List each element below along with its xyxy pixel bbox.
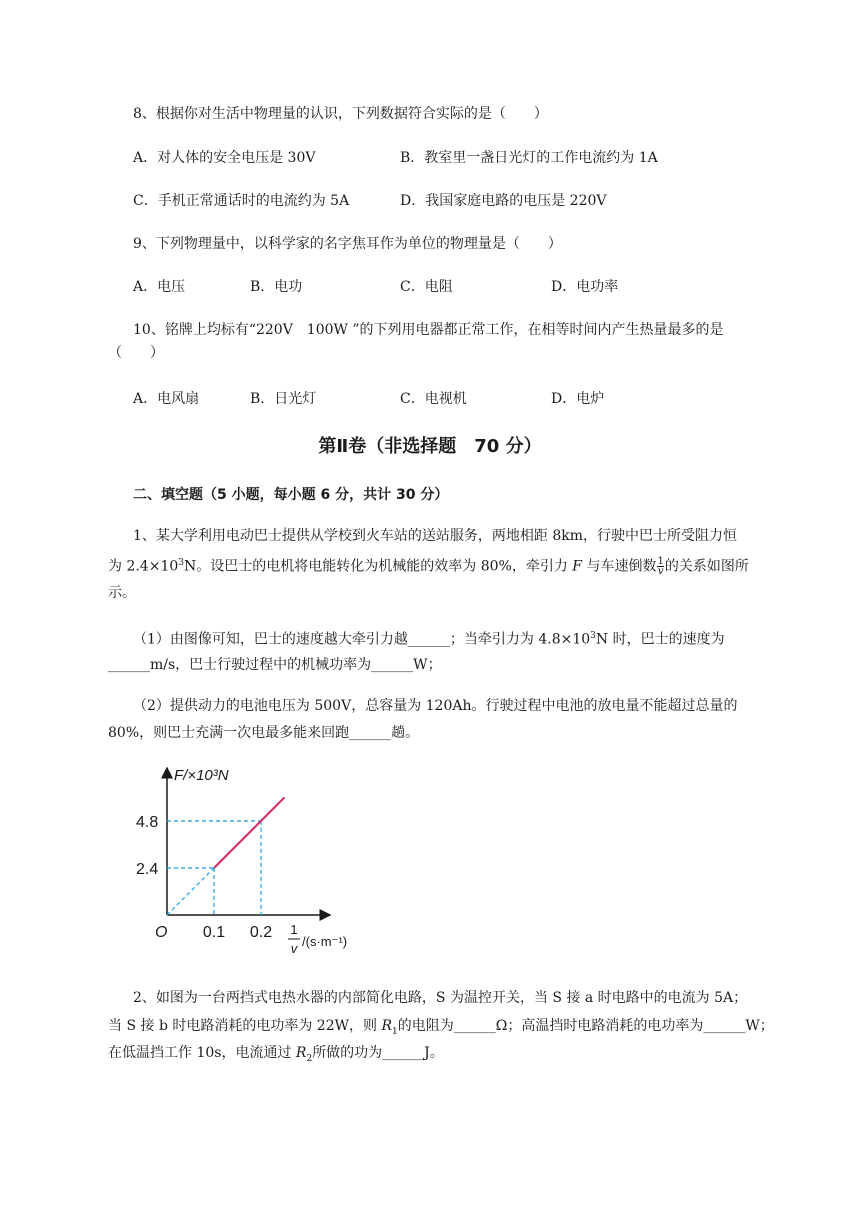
part2-title: 第Ⅱ卷（非选择题 70 分）	[318, 436, 542, 457]
q10-option-d: D．电炉	[551, 391, 605, 407]
q8-option-c: C．手机正常通话时的电流约为 5A	[133, 193, 350, 209]
section2-title: 二、填空题（5 小题，每小题 6 分，共计 30 分）	[133, 487, 449, 503]
fq1-sub2-line1: （2）提供动力的电池电压为 500V，总容量为 120Ah。行驶过程中电池的放电量不能超过总量的	[133, 698, 738, 714]
x-label-frac-num: 1	[290, 922, 298, 937]
reciprocal-v-fraction: $\frac{1}{v}$	[657, 556, 664, 578]
fq1-sub2-line2: 80%，则巴士充满一次电最多能来回跑______趟。	[108, 725, 420, 741]
q9-option-d: D．电功率	[551, 279, 619, 295]
series-line-F	[214, 797, 285, 868]
x-tick-label-0-2: 0.2	[249, 924, 273, 941]
q10-option-b: B．日光灯	[250, 391, 317, 407]
q8-option-d: D．我国家庭电路的电压是 220V	[400, 193, 607, 209]
fq1-sub1-line2: ______m/s，巴士行驶过程中的机械功率为______W；	[108, 657, 442, 673]
y-axis-label: F/×10³N	[174, 767, 229, 784]
q8-stem: 8、根据你对生活中物理量的认识，下列数据符合实际的是（ ）	[133, 106, 548, 122]
q9-option-b: B．电功	[250, 279, 303, 295]
q10-stem-line2: （ ）	[108, 345, 164, 361]
q10-option-c: C．电视机	[400, 391, 467, 407]
fq1-line2: 为 $2.4\times 10^3N$。设巴士的电机将电能转化为机械能的效率为 80%，牵引力 F 与车速倒数 $\frac{1}{v}$ 的关系如图所	[108, 556, 749, 578]
y-tick-label-4-8: 4.8	[136, 813, 159, 831]
x-label-frac-den: v	[290, 941, 298, 956]
fq1-line1: 1、某大学利用电动巴士提供从学校到火车站的送站服务，两地相距 8km，行驶中巴士所受阻力恒	[133, 528, 738, 544]
q8-option-a: A．对人体的安全电压是 30V	[133, 150, 316, 166]
dash-origin-extension	[167, 868, 214, 915]
force-vs-reciprocal-speed-graph	[130, 760, 380, 970]
q8-option-b: B．教室里一盏日光灯的工作电流约为 1A	[400, 150, 658, 166]
q10-option-a: A．电风扇	[133, 391, 200, 407]
fq2-line3: 在低温挡工作 10s，电流通过 $R_2$所做的功为______J。	[108, 1045, 444, 1064]
y-tick-label-2-4: 2.4	[136, 860, 159, 878]
x-label-unit: /(s·m⁻¹)	[302, 934, 348, 949]
x-tick-label-0-1: 0.1	[202, 924, 226, 941]
fq2-line1: 2、如图为一台两挡式电热水器的内部简化电路，S 为温控开关，当 S 接 a 时电路中的电流为 5A；	[133, 990, 748, 1006]
q9-stem: 9、下列物理量中，以科学家的名字焦耳作为单位的物理量是（ ）	[133, 236, 562, 252]
q9-option-a: A．电压	[133, 279, 186, 295]
q9-option-c: C．电阻	[400, 279, 453, 295]
origin-label: O	[155, 924, 168, 941]
q10-stem-line1: 10、铭牌上均标有“220V 100W ”的下列用电器都正常工作，在相等时间内产生热量最多的是	[133, 322, 724, 338]
fq2-line2: 当 S 接 b 时电路消耗的电功率为 22W，则 $R_1$的电阻为______Ω；高温挡时电路消耗的电功率为______W；	[108, 1018, 774, 1037]
fq1-line3: 示。	[108, 585, 136, 601]
fq1-sub1-line1: （1）由图像可知，巴士的速度越大牵引力越______；当牵引力为 $4.8\times 10^3N$ 时，巴士的速度为	[133, 631, 725, 648]
